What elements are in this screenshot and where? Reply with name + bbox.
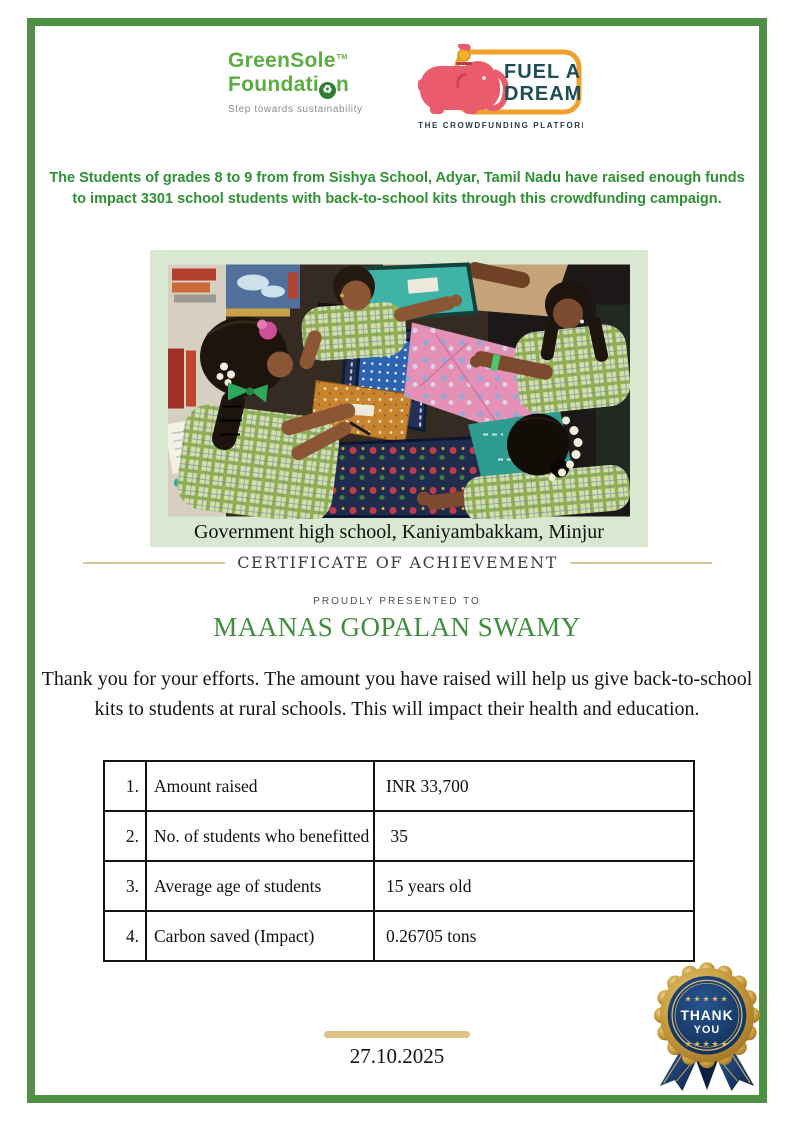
recipient-name: MAANAS GOPALAN SWAMY: [213, 612, 581, 642]
certificate-heading-row: [83, 553, 712, 572]
fueladream-title-line1: FUEL A: [504, 61, 582, 83]
intro-text: The Students of grades 8 to 9 from from Sishya School, Adyar, Tamil Nadu have raised enough funds to impact 3301 school students with back-to-school kits through this crowdfunding campaign.: [49, 170, 745, 208]
row-number: 4.: [104, 911, 146, 961]
greensole-name-text: GreenSole: [228, 49, 336, 72]
row-value: INR 33,700: [374, 761, 694, 811]
trademark-symbol: TM: [336, 54, 348, 61]
badge-stars-top: ★★★★★: [684, 994, 730, 1004]
fueladream-title-line2: DREAM: [504, 83, 583, 105]
table-row: [104, 861, 694, 911]
table-row: [104, 911, 694, 961]
fueladream-tagline: THE CROWDFUNDING PLATFORM: [418, 121, 583, 130]
thank-you-seal-icon: [650, 962, 764, 1100]
photo-caption: Government high school, Kaniyambakkam, Minjur: [194, 521, 604, 543]
students-photo: [168, 262, 630, 519]
row-number: 3.: [104, 861, 146, 911]
greensole-wordmark: [228, 50, 398, 71]
impact-table: [103, 760, 695, 962]
fueladream-logo: [418, 44, 583, 138]
row-value: 35: [374, 811, 694, 861]
presented-to-label: PROUDLY PRESENTED TO: [313, 596, 481, 607]
certificate-title: CERTIFICATE OF ACHIEVEMENT: [237, 553, 558, 572]
row-label: No. of students who benefitted: [146, 811, 374, 861]
photo-frame: [150, 250, 648, 547]
greensole-foundation-line: [228, 74, 398, 99]
row-label: Amount raised: [146, 761, 374, 811]
accent-line-left: [83, 562, 225, 564]
row-label: Carbon saved (Impact): [146, 911, 374, 961]
date: 27.10.2025: [349, 1044, 445, 1068]
greensole-logo: [228, 50, 398, 115]
thanks-message: Thank you for your efforts. The amount you have raised will help us give back-to-school kits to students at rural schools. This will impact their health and education.: [41, 668, 753, 720]
row-label: Average age of students: [146, 861, 374, 911]
greensole-tagline: Step towards sustainability: [228, 104, 363, 115]
row-number: 2.: [104, 811, 146, 861]
recycle-icon: ♻: [319, 82, 336, 99]
badge-stars-bottom: ★★★★★: [684, 1039, 730, 1049]
date-underline-bar: [324, 1031, 470, 1038]
badge-you-text: YOU: [693, 1023, 721, 1036]
accent-line-right: [570, 562, 712, 564]
row-value: 0.26705 tons: [374, 911, 694, 961]
table-row: [104, 811, 694, 861]
thank-you-badge: [650, 962, 764, 1100]
row-value: 15 years old: [374, 861, 694, 911]
row-number: 1.: [104, 761, 146, 811]
fueladream-graphic: [418, 44, 583, 138]
foundation-text-end: n: [336, 73, 350, 96]
table-row: [104, 761, 694, 811]
foundation-text: Foundati: [228, 73, 320, 96]
badge-thank-text: THANK: [680, 1008, 734, 1024]
